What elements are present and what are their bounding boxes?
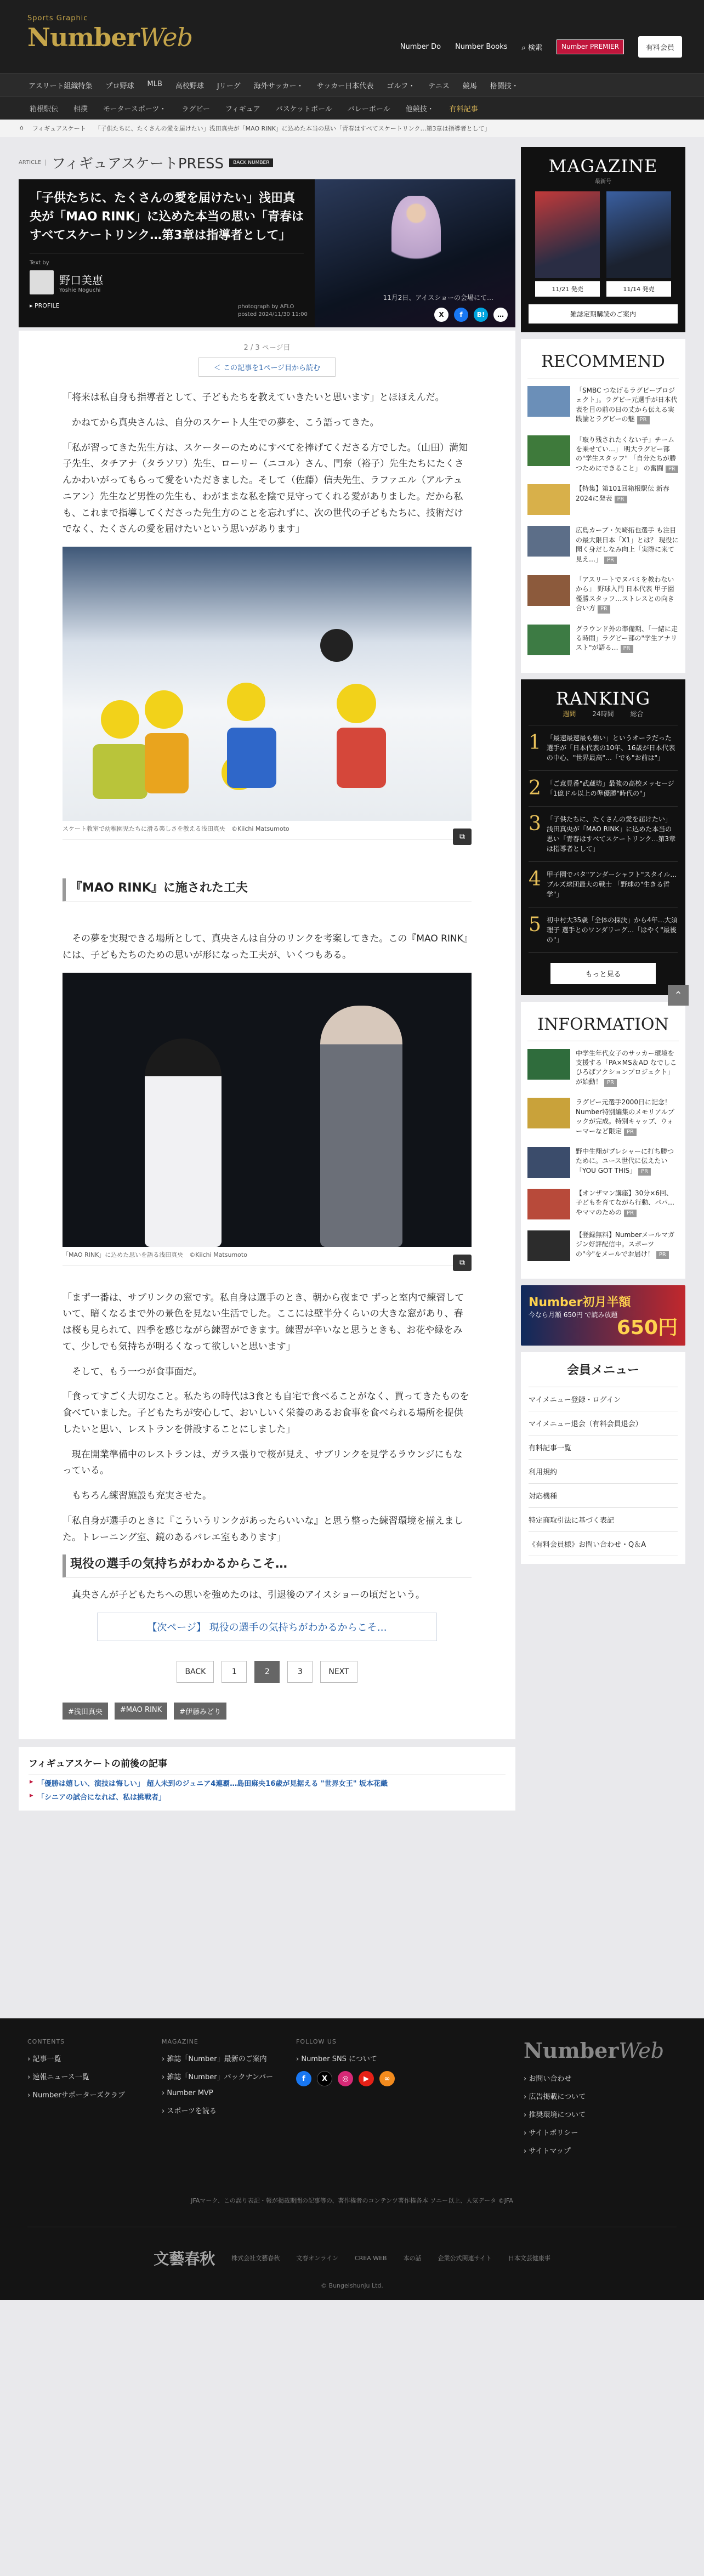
photo-caption: スケート教室で幼稚園児たちに滑る楽しさを教える浅田真央 ©Kiichi Matsumoto (63, 821, 472, 840)
subnav-item[interactable]: 他競技・ (405, 105, 434, 114)
subnav-item[interactable]: 相撲 (73, 105, 88, 114)
child-helmet (337, 684, 376, 723)
paragraph: 「私自身が選手のときに『こういうリンクがあったらいいな』と思う整った練習環境を揃えました。トレーニング室、鏡のあるバレエ室もあります」 (63, 1515, 463, 1543)
paragraph: 「将来は私自身も指導者として、子どもたちを教えていきたいと思います」とほほえんだ。 (63, 392, 445, 403)
recommend-text: 「取り残されたくない子」チームを乗せてい…」 明大ラグビー部の"学生スタッフ" 「自分たちが勝つためにできること」 の奮闘 PR (576, 435, 679, 474)
ranking-item[interactable] (529, 725, 678, 771)
paragraph: かねてから真央さんは、自分のスケート人生での夢を、こう語ってきた。 (72, 417, 379, 428)
member-menu-item[interactable]: 《有料会員様》お問い合わせ・Q＆A (529, 1532, 678, 1556)
information-text: 【オンザマン講座】30分×6回、子どもを育てながら行動、パパ…やママのための PR (576, 1189, 679, 1219)
recommend-item[interactable] (527, 386, 679, 424)
instagram-icon[interactable]: ◎ (338, 2071, 353, 2086)
ranking-item[interactable] (529, 807, 678, 862)
nav-item[interactable]: テニス (428, 82, 450, 90)
header-links (400, 36, 682, 58)
pager-page-1[interactable]: 1 (222, 1661, 247, 1683)
subnav-item[interactable]: ラグビー (181, 105, 210, 114)
tab-total[interactable]: 総合 (630, 710, 644, 718)
rank-number: 2 (529, 776, 541, 799)
nav-item[interactable]: 高校野球 (175, 82, 204, 90)
issue-date: 11/14 発売 (606, 281, 671, 297)
tab-24h[interactable]: 24時間 (592, 710, 614, 718)
main-nav (0, 73, 704, 97)
more-share-icon[interactable]: … (493, 308, 508, 322)
nav-item[interactable]: MLB (147, 80, 162, 88)
section-heading: 現役の選手の気持ちがわかるからこそ… (63, 1554, 472, 1578)
tag-link[interactable]: #伊藤みどり (174, 1703, 226, 1720)
member-menu-item[interactable]: 有料記事一覧 (529, 1435, 678, 1460)
rank-number: 1 (529, 731, 541, 754)
article-title: 「子供たちに、たくさんの愛を届けたい」浅田真央が「MAO RINK」に込めた本当の思い「青春はすべてスケートリンク…第3章は指導者として」 (30, 189, 304, 253)
press-title[interactable]: フィギュアスケートPRESS (52, 156, 224, 172)
related-articles (19, 1747, 515, 1811)
subnav-item[interactable]: フィギュア (225, 105, 260, 114)
ranking-item[interactable] (529, 771, 678, 807)
recommend-text: 「アスリートでヌバミを教わないから」 野球入門 日本代表 甲子園優勝スタッフ…ストレスとの向き合い方 PR (576, 575, 679, 614)
footer-bottom-link[interactable]: 株式会社文藝春秋 (231, 2255, 280, 2262)
child-helmet (227, 683, 265, 721)
subnav-item[interactable]: 箱根駅伝 (30, 105, 59, 114)
facebook-share-icon[interactable]: f (454, 308, 468, 322)
posted-date: posted 2024/11/30 11:00 (238, 311, 308, 317)
footer-link[interactable]: › Number SNS について (296, 2055, 377, 2063)
footer-bottom-link[interactable]: 文春オンライン (296, 2255, 338, 2262)
skater-figure (391, 196, 441, 283)
footer-bottom-link[interactable]: 日本文芸健康事 (508, 2255, 550, 2262)
section-heading: 『MAO RINK』に施された工夫 (63, 878, 472, 901)
magazine-cover (535, 191, 600, 278)
nav-item[interactable]: 競馬 (462, 82, 477, 90)
recommend-text: 広島カープ・矢崎拓也選手 も注目の最大限日本「X1」とは？ 現役に聞く身だしなみ向上「実際に来て見え…」 PR (576, 526, 679, 564)
member-menu-title: 会員メニュー (529, 1352, 678, 1387)
search-link[interactable]: ⌕ 検索 (521, 44, 542, 52)
information-item[interactable] (527, 1189, 679, 1219)
footer-link[interactable]: › 記事一覧 (27, 2055, 61, 2063)
information-thumbnail (527, 1049, 570, 1080)
member-menu-item[interactable]: 特定商取引法に基づく表記 (529, 1508, 678, 1532)
main-column (19, 147, 515, 1824)
pager-page-3[interactable]: 3 (287, 1661, 313, 1683)
ranking-more-button[interactable]: もっと見る (550, 963, 656, 984)
ranking-tabs (529, 709, 678, 725)
magazine-box (521, 147, 685, 332)
rank-text: 「ご意見番"武蔵坊」最強の高校メッセージ「1億ドル以上の準優勝"時代の"」 (546, 779, 674, 797)
author-avatar (30, 270, 54, 294)
breadcrumb (0, 120, 704, 137)
information-text: 中学生年代女子のサッカー環境を支援する「PA×MS＆AD なでしこひろばアクションプロジェクト」が始動！ PR (576, 1049, 679, 1087)
premier-promo-banner[interactable]: Number初月半額 今なら月額 650円 で読み放題 650円 (521, 1285, 685, 1346)
paragraph: 「食ってすごく大切なこと。私たちの時代は3食とも自宅で食べることがなく、買ってきたものを食べていました。子どもたちが安心して、おいしいく栄養のあるお食事を食べられる場所を提供したいと思い、レストランを併設することにしました」 (63, 1391, 469, 1435)
nav-item[interactable]: 格闘技・ (490, 82, 519, 90)
pager-back-button[interactable]: BACK (177, 1661, 214, 1683)
tag-link[interactable]: #MAO RINK (115, 1703, 167, 1720)
rank-text: 「最速最速最も強い」というオーラだった選手が「日本代表の10年、16歳が日本代表の中心、"世界最高"…「でも"お前は"」 (546, 734, 675, 762)
member-menu-item[interactable]: 対応機種 (529, 1484, 678, 1508)
register-button[interactable]: 有料会員 (638, 36, 682, 58)
member-menu-item[interactable]: マイメニュー登録・ログイン (529, 1387, 678, 1411)
hatena-share-icon[interactable]: B! (474, 308, 488, 322)
information-item[interactable] (527, 1147, 679, 1178)
ranking-title: RANKING (555, 688, 651, 709)
breadcrumb-current: 「子供たちに、たくさんの愛を届けたい」浅田真央が「MAO RINK」に込めた本当の思い「青春はすべてスケートリンク…第3章は指導者として」 (94, 125, 491, 132)
recommend-item[interactable] (527, 526, 679, 564)
footer-link[interactable]: › サイトマップ (524, 2147, 571, 2155)
zoom-icon[interactable]: ⧉ (453, 1255, 472, 1271)
recommend-thumbnail (527, 575, 570, 606)
recommend-text: 【特集】第101回箱根駅伝 新春2024に発表 PR (576, 484, 679, 515)
member-menu (521, 1352, 685, 1564)
related-item[interactable]: ▸ 「シニアの試合になれば、私は挑戦者」 (29, 1788, 506, 1802)
next-page-link[interactable]: 【次ページ】 現役の選手の気持ちがわかるからこそ… (97, 1613, 437, 1641)
profile-link[interactable]: ▸ PROFILE (30, 302, 60, 310)
x-icon[interactable]: X (317, 2071, 332, 2086)
footer-magazine: MAGAZINE › 雑誌「Number」最新のご案内 › 雑誌「Number」バックナンバー › Number MVP › スポーツを読る (162, 2038, 296, 2163)
child-body (93, 744, 147, 799)
rank-text: 初中村大35歳「全体の採決」から4年…大須理子 選手とのワンダリーグ…「はやく"最後の"」 (546, 916, 678, 944)
information-text: ラグビー元選手2000日に記念！Number特別編集のメモリアルブックが完成。特別キャップ、ウォーマーなど限定 PR (576, 1098, 679, 1136)
site-logo[interactable] (27, 14, 192, 52)
subnav-item[interactable]: 有料記事 (449, 105, 478, 114)
recommend-item[interactable] (527, 435, 679, 474)
related-item[interactable]: ▸ 「優勝は嬉しい、演技は悔しい」 超人未到のジュニア4連覇…島田麻央16歳が見据える "世界女王" 坂本花織 (29, 1774, 506, 1788)
author-name: 野口美惠 Yoshie Noguchi (59, 274, 103, 294)
sidebar (521, 147, 685, 1824)
recommend-item[interactable] (527, 484, 679, 515)
footer-link[interactable]: › Numberサポーターズクラブ (27, 2091, 125, 2100)
section-title (19, 147, 515, 179)
paragraph: その夢を実現できる場所として、真央さんは自分のリンクを考案してきた。この『MAO RINK』には、子どもたちのための思いが形になった工夫が、いくつもある。 (63, 933, 468, 961)
recommend-thumbnail (527, 386, 570, 417)
footer-link[interactable]: › サイトポリシー (524, 2129, 578, 2137)
rank-number: 4 (529, 867, 541, 890)
footer-bottom-link[interactable]: 本の話 (403, 2255, 422, 2262)
paragraph: 真央さんが子どもたちへの思いを強めたのは、引退後のアイスショーの頃だという。 (72, 1590, 425, 1601)
rank-text: 「子供たちに、たくさんの愛を届けたい」浅田真央が「MAO RINK」に込めた本当の思い「青春はすべてスケートリンク…第3章は指導者として」 (546, 815, 676, 853)
paragraph: 現在開業準備中のレストランは、ガラス張りで桜が見え、サブリンクを見学るラウンジにもなっている。 (63, 1449, 463, 1477)
youtube-icon[interactable]: ▶ (359, 2071, 374, 2086)
copyright: © Bungeishunju Ltd. (321, 2282, 383, 2289)
page-indicator: 2 / 3 ページ目 (243, 344, 291, 352)
recommend-thumbnail (527, 526, 570, 557)
recommend-text: 「SMBC つなげるラグビープロジェクト」。ラグビー元選手が日本代表を目の前の日の丈から伝える実践論とラグビーの魅 PR (576, 386, 679, 424)
footer-bottom-link[interactable]: CREA WEB (354, 2254, 387, 2262)
scroll-to-top-button[interactable]: ⌃ (668, 985, 689, 1006)
man-figure (320, 1006, 402, 1247)
paragraph: もちろん練習施設も充実させた。 (72, 1490, 212, 1501)
information-item[interactable] (527, 1098, 679, 1136)
x-share-icon[interactable]: X (434, 308, 448, 322)
footer-link[interactable]: › スポーツを読る (162, 2107, 217, 2115)
pagination (63, 1661, 472, 1683)
hero-caption: 11月2日、アイスショーの会場にて… (383, 294, 493, 302)
information-title: INFORMATION (527, 1008, 679, 1041)
footer-link[interactable]: › 推奨環境について (524, 2111, 586, 2119)
magazine-cover (606, 191, 671, 278)
information-item[interactable] (527, 1230, 679, 1261)
photo-credit: photograph by AFLO posted 2024/11/30 11:00 (238, 304, 308, 317)
nav-item[interactable]: サッカー日本代表 (316, 82, 374, 90)
sns-icons (296, 2071, 430, 2086)
issue-date: 11/21 発売 (535, 281, 600, 297)
information-thumbnail (527, 1147, 570, 1178)
number-books-link[interactable]: Number Books (455, 43, 508, 51)
breadcrumb-category[interactable]: フィギュアスケート (32, 125, 86, 132)
information-thumbnail (527, 1189, 570, 1219)
subscription-button[interactable]: 雑誌定期購読のご案内 (529, 304, 678, 324)
instructor-head (320, 629, 353, 662)
footer-logo[interactable]: NumberWeb (524, 2038, 665, 2063)
recommend-text: グラウンド外の準備期、「一緒に走る時間」ラグビー部の"学生アナリスト"が語る… PR (576, 625, 679, 655)
footer-site-links (524, 2038, 666, 2163)
child-helmet (101, 700, 139, 739)
article-body (19, 331, 515, 1739)
rank-text: 甲子園でバタ"アンダーシャフト"スタイル…ブルズ球団最大の戦士 「野球の"生きる哲学"」 (546, 870, 677, 898)
photo-caption: 「MAO RINK」に込めた思いを語る浅田真央 ©Kiichi Matsumoto (63, 1247, 472, 1266)
zoom-icon[interactable]: ⧉ (453, 829, 472, 845)
publisher-links (27, 2227, 677, 2277)
recommend-item[interactable] (527, 625, 679, 655)
logo-text: NumberWeb (27, 22, 193, 52)
subnav-item[interactable]: バレーボール (347, 105, 390, 114)
search-icon: ⌕ (521, 44, 526, 52)
footer-note: JFAマーク、この誤り表記・報が掲載期間の記事等の、著作権者のコンテンツ著作権各本 ソニー以上、人気データ ©JFA (27, 2176, 677, 2227)
magazine-title: MAGAZINE (548, 156, 658, 177)
magazine-issue[interactable] (606, 191, 671, 297)
footer-link[interactable]: › お問い合わせ (524, 2075, 572, 2083)
ranking-item[interactable] (529, 862, 678, 907)
rss-icon[interactable]: ∞ (379, 2071, 395, 2086)
premier-button[interactable]: Number PREMIER (557, 39, 624, 54)
member-menu-item[interactable]: 利用規約 (529, 1460, 678, 1484)
information-thumbnail (527, 1098, 570, 1128)
tag-list (63, 1703, 472, 1720)
related-title: フィギュアスケートの前後の記事 (29, 1756, 506, 1774)
speaker-figure (145, 1039, 222, 1247)
footer-link[interactable]: › 雑誌「Number」バックナンバー (162, 2073, 274, 2081)
tab-weekly[interactable]: 週間 (563, 710, 576, 718)
home-icon[interactable]: ⌂ (20, 124, 24, 131)
nav-item[interactable]: プロ野球 (105, 82, 134, 90)
footer-bottom-link[interactable]: 企業公式関連サイト (438, 2255, 492, 2262)
number-do-link[interactable]: Number Do (400, 43, 441, 51)
member-menu-item[interactable]: マイメニュー退会（有料会員退会） (529, 1411, 678, 1435)
article-hero (19, 179, 515, 327)
footer-link[interactable]: › 雑誌「Number」最新のご案内 (162, 2055, 267, 2063)
footer-link[interactable]: › Number MVP (162, 2089, 213, 2097)
recommend-title: RECOMMEND (527, 345, 679, 378)
article-tag: ARTICLE (19, 160, 46, 166)
back-number-badge[interactable]: BACK NUMBER (229, 158, 273, 167)
nav-item[interactable]: アスリート組織特集 (29, 82, 93, 90)
recommend-thumbnail (527, 484, 570, 515)
child-helmet (145, 690, 183, 729)
magazine-subtitle: 最新号 (595, 179, 611, 185)
subnav-item[interactable]: バスケットボール (275, 105, 332, 114)
recommend-box (521, 339, 685, 673)
child-body (227, 728, 276, 788)
paragraph: そして、もう一つが食事面だ。 (72, 1366, 202, 1377)
ranking-box (521, 679, 685, 995)
logo-subtitle: Sports Graphic (27, 14, 88, 22)
rank-number: 3 (529, 812, 541, 835)
read-from-first-page-link[interactable]: ＜ この記事を1ページ目から読む (198, 358, 336, 377)
recommend-thumbnail (527, 435, 570, 466)
text-by-label: Text by (30, 260, 49, 266)
sub-nav (0, 97, 704, 120)
information-item[interactable] (527, 1049, 679, 1087)
recommend-thumbnail (527, 625, 570, 655)
nav-item[interactable]: Jリーグ (217, 82, 241, 90)
facebook-icon[interactable]: f (296, 2071, 311, 2086)
pager-next-button[interactable]: NEXT (320, 1661, 357, 1683)
tag-link[interactable]: #浅田真央 (63, 1703, 108, 1720)
information-thumbnail (527, 1230, 570, 1261)
information-text: 野中生翔がプレシャーに打ち勝つために。ユース世代に伝えたい「YOU GOT THIS」 PR (576, 1147, 679, 1178)
subnav-item[interactable]: モータースポーツ・ (103, 105, 167, 114)
paragraph: 「私が習ってきた先生方は、スケーターのためにすべてを捧げてくださる方でした。（山田）満知子先生、タチアナ（タラソワ）先生、ローリー（ニコル）さん、門奈（裕子）先生たちにたくさんかわいがってもらって愛をいただきました。そして（佐藤）信夫先生、ラファエル（アルテュニアン）先生など男性の先生も、わがままな私を陰で見守ってくれる愛がありました。だから私も、これまで指導してくださった先生方のことを忘れずに、次の世代の子どもたちに、技術だけでなく、たくさんの愛を届けたいという思いがあります」 (63, 442, 468, 535)
child-body (145, 733, 189, 793)
page-body (0, 137, 704, 1824)
rank-number: 5 (529, 913, 541, 936)
share-buttons (434, 308, 508, 322)
paragraph: 「まず一番は、サブリンクの窓です。私自身は選手のとき、朝から夜まで ずっと室内で練習していて、暗くなるまで外の景色を見ない生活でした。ここには壁半分くらいの大きな窓があり、春は桜も見られて、四季を感じながら練習ができます。練習が辛いなと思うときも、お花や緑をみて、少しでも気持ちが明るくなって欲しいと思います」 (63, 1292, 464, 1352)
author-block[interactable] (30, 270, 304, 294)
pager-page-2[interactable]: 2 (254, 1661, 280, 1683)
footer-link[interactable]: › 速報ニュース一覧 (27, 2073, 89, 2081)
footer-contents: CONTENTS › 記事一覧 › 速報ニュース一覧 › Numberサポーターズクラブ (27, 2038, 162, 2163)
publisher-logo[interactable]: 文藝春秋 (154, 2250, 215, 2268)
child-body (337, 728, 386, 788)
recommend-item[interactable] (527, 575, 679, 614)
footer-link[interactable]: › 広告掲載について (524, 2093, 586, 2101)
nav-item[interactable]: 海外サッカー・ (253, 82, 304, 90)
nav-item[interactable]: ゴルフ・ (387, 82, 416, 90)
site-header (0, 0, 704, 73)
hero-image (315, 179, 515, 327)
footer-follow: FOLLOW US › Number SNS について f X ◎ ▶ ∞ (296, 2038, 430, 2163)
site-footer (0, 2018, 704, 2300)
magazine-issue[interactable] (535, 191, 600, 297)
information-text: 【登録無料】Numberメールマガジン好評配信中。スポーツの"今"をメールでお届け！ PR (576, 1230, 679, 1261)
ranking-item[interactable] (529, 907, 678, 953)
information-box (521, 1002, 685, 1279)
